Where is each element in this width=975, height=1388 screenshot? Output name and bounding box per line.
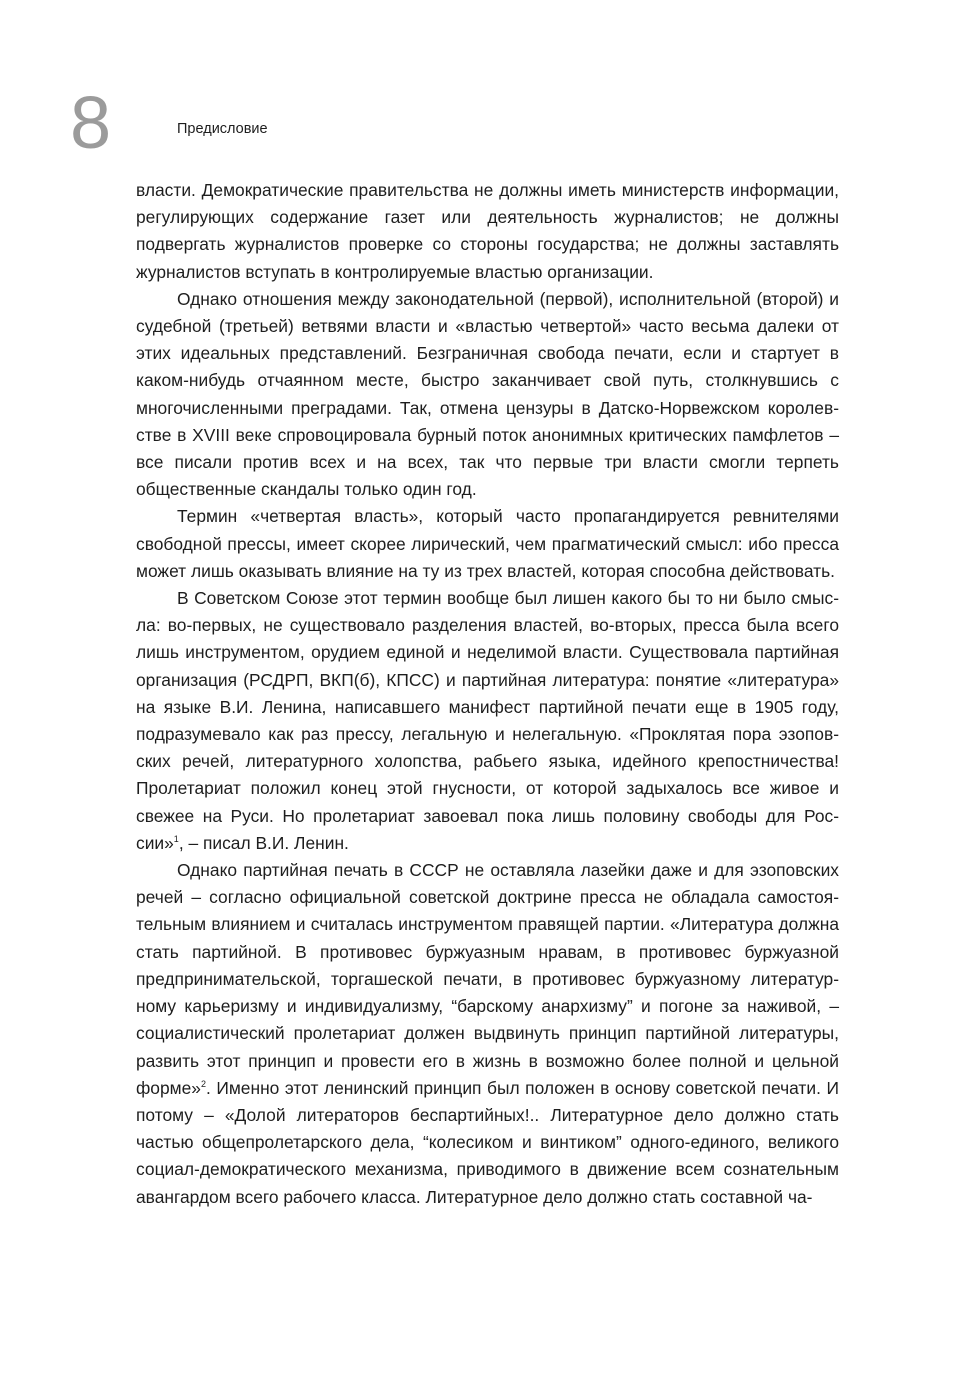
paragraph: Термин «четвертая власть», который часто пропагандируется ревнителями свободной прессы, имеет скорее лирический, чем прагматический смысл: ибо пресса может лишь оказывать влияние на ту из трех властей, которая способна действовать. (136, 506, 839, 581)
paragraph-text: , – писал В.И. Ленин. (178, 832, 349, 853)
paragraph-continuation: власти. Демократические правительства не должны иметь министерств информации, регулирующих содержание газет или деятельность журналистов; не должны подвергать журналистов проверке со стороны государства; не должны заставлять журналистов вступать в контролируемые властью организации. (136, 180, 839, 282)
paragraph: Однако отношения между законодательной (первой), исполнительной (второй) и судебной (третьей) ветвями власти и «властью четвертой» часто весьма далеки от этих идеальных представлений. Безграничная свобода печати, если и стартует в каком-нибудь отчаянном месте, быстро заканчивает свой путь, столкнувшись с многочисленными преградами. Так, отмена цензуры в Датско-Норвежском королевстве в XVIII веке спровоцировала бурный поток анонимных критических памфлетов – все писали против всех и на всех, так что первые три власти смогли терпеть общественные скандалы только один год. (136, 288, 839, 500)
paragraph-text: В Советском Союзе этот термин вообще был лишен какого бы то ни было смысла: во-первых, не существовало разделения властей, во-вторых, пресса была всего лишь инструментом, орудием единой и неделимой власти. Существовала партийная организация (РСДРП, ВКП(б), КПСС) и партийная литература: понятие «литература» на языке В.И. Ленина, написавшего манифест партийной печати еще в 1905 году, подразумевало как раз прессу, легальную и нелегальную. «Проклятая пора эзоповских речей, литературного холопства, рабьего языка, идейного крепостничества! Пролетариат положил конец этой гнусности, от которой задыхалось все живое и свежее на Руси. Но пролетариат завоевал пока лишь половину свободы для России» (136, 588, 839, 853)
footnote-marker: 1 (173, 834, 179, 845)
paragraph-text: . Именно этот ленинский принцип был положен в основу советской печати. И потому – «Долой литераторов беспартийных!.. Литературное дело должно стать частью общепролетарского дела, “колесиком и винтиком” одного-единого, великого социал-демократического механизма, приводимого в движение всем сознательным авангардом всего рабочего класса. Литературное дело должно стать составной ча- (136, 1077, 839, 1207)
paragraph-text: Однако партийная печать в СССР не оставляла лазейки даже и для эзоповских речей – согласно официальной советской доктрине пресса не обладала самостоятельным влиянием и считалась инструментом правящей партии. «Литература должна стать партийной. В противовес буржуазным нравам, в противовес буржуазной предпринимательской, торгашеской печати, в противовес буржуазному литературному карьеризму и индивидуализму, “барскому анархизму” и погоне за наживой, – социалистический пролетариат должен выдвинуть принцип партийной литературы, развить этот принцип и провести его в жизнь в возможно более полной и цельной форме» (136, 860, 839, 1098)
paragraph (136, 857, 839, 1211)
page-number: 8 (70, 81, 112, 164)
footnote-marker: 2 (200, 1078, 206, 1089)
body-text (136, 177, 839, 1211)
paragraph (136, 585, 839, 857)
running-title: Предисловие (177, 121, 268, 137)
